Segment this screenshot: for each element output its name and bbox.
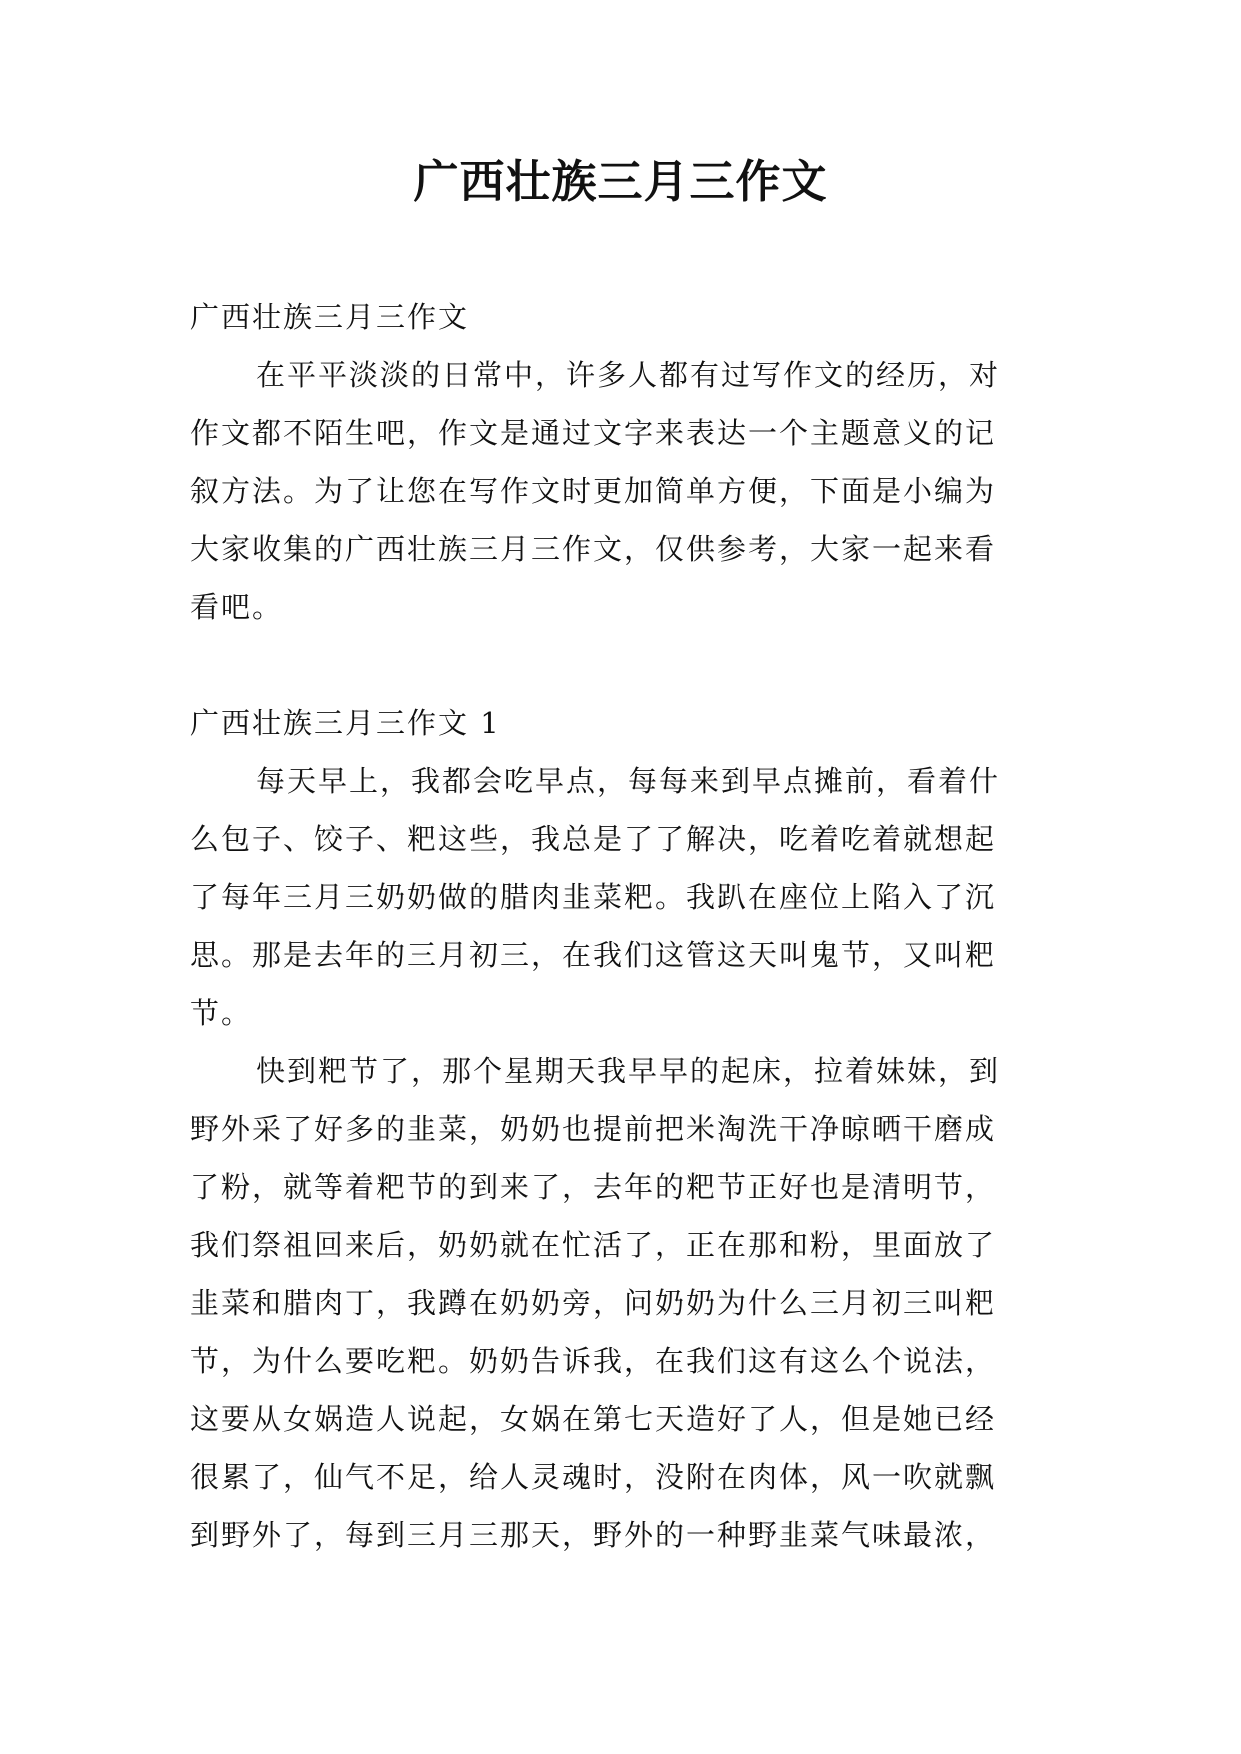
paragraph-line: 了每年三月三奶奶做的腊肉韭菜粑。我趴在座位上陷入了沉 (190, 880, 997, 914)
paragraph-line: 这要从女娲造人说起，女娲在第七天造好了人，但是她已经 (190, 1402, 997, 1436)
paragraph-line: 了粉，就等着粑节的到来了，去年的粑节正好也是清明节， (190, 1170, 997, 1204)
section-spacer (190, 636, 1060, 694)
paragraph-line: 野外采了好多的韭菜，奶奶也提前把米淘洗干净晾晒干磨成 (190, 1112, 997, 1146)
section-heading: 广西壮族三月三作文 1 (190, 706, 501, 740)
document-body (190, 288, 1060, 1564)
document-title: 广西壮族三月三作文 (413, 155, 828, 208)
paragraph-line: 思。那是去年的三月初三，在我们这管这天叫鬼节，又叫粑 (190, 938, 997, 972)
paragraph-line: 韭菜和腊肉丁，我蹲在奶奶旁，问奶奶为什么三月初三叫粑 (190, 1286, 997, 1320)
intro-line: 作文都不陌生吧，作文是通过文字来表达一个主题意义的记 (190, 416, 997, 450)
intro-paragraph (190, 346, 1060, 636)
intro-line: 在平平淡淡的日常中，许多人都有过写作文的经历，对 (256, 358, 1001, 392)
paragraph-line: 节，为什么要吃粑。奶奶告诉我，在我们这有这么个说法， (190, 1344, 997, 1378)
intro-line: 看吧。 (190, 590, 284, 624)
paragraph-line: 我们祭祖回来后，奶奶就在忙活了，正在那和粉，里面放了 (190, 1228, 997, 1262)
intro-line: 叙方法。为了让您在写作文时更加简单方便，下面是小编为 (190, 474, 997, 508)
paragraph-line: 快到粑节了，那个星期天我早早的起床，拉着妹妹，到 (256, 1054, 1001, 1088)
body-paragraph (190, 752, 1060, 1042)
intro-line: 大家收集的广西壮族三月三作文，仅供参考，大家一起来看 (190, 532, 997, 566)
subtitle: 广西壮族三月三作文 (190, 300, 470, 334)
paragraph-line: 么包子、饺子、粑这些，我总是了了解决，吃着吃着就想起 (190, 822, 997, 856)
paragraph-line: 每天早上，我都会吃早点，每每来到早点摊前，看着什 (256, 764, 1001, 798)
paragraph-line: 很累了，仙气不足，给人灵魂时，没附在肉体，风一吹就飘 (190, 1460, 997, 1494)
body-paragraph (190, 1042, 1060, 1564)
paragraph-line: 节。 (190, 996, 253, 1030)
paragraph-line: 到野外了，每到三月三那天，野外的一种野韭菜气味最浓， (190, 1518, 997, 1552)
